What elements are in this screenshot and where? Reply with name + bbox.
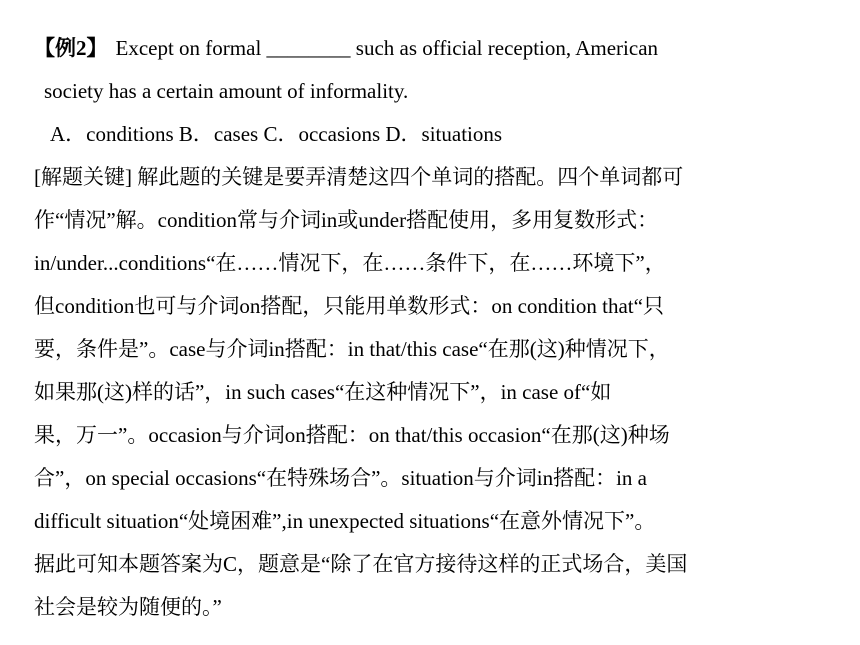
answer-options: A．conditions B．cases C．occasions D．situations (50, 122, 503, 146)
analysis-line-11: 社会是较为随便的。” (34, 595, 222, 619)
analysis-line-6: 如果那(这)样的话”，in such cases“在这种情况下”，in case of“如 (34, 380, 612, 404)
analysis-intro: 解此题的关键是要弄清楚这四个单词的搭配。四个单词都可 (132, 165, 684, 189)
analysis-line-7: 果，万一”。occasion与介词on搭配：on that/this occasion“在那(这)种场 (34, 423, 670, 447)
analysis-line-5: 要，条件是”。case与介词in搭配：in that/this case“在那(这)种情况下， (34, 337, 670, 361)
analysis-line-9: difficult situation“处境困难”,in unexpected situations“在意外情况下”。 (34, 509, 656, 533)
analysis-line-1 (34, 162, 683, 192)
question-stem-line-2: society has a certain amount of informality. (44, 79, 409, 103)
question-stem-text-1: Except on formal ________ such as official reception, American (115, 36, 659, 60)
analysis-line-10: 据此可知本题答案为C，题意是“除了在官方接待这样的正式场合，美国 (34, 552, 688, 576)
analysis-line-2: 作“情况”解。condition常与介词in或under搭配使用，多用复数形式： (34, 208, 659, 232)
analysis-tag: [解题关键] (34, 165, 132, 189)
analysis-line-3: in/under...conditions“在……情况下，在……条件下，在……环境下”， (34, 251, 666, 275)
question-stem-line-1 (34, 33, 658, 63)
analysis-line-4: 但condition也可与介词on搭配，只能用单数形式：on condition that“只 (34, 294, 664, 318)
example-tag: 【例2】 (34, 36, 108, 60)
analysis-line-8: 合”，on special occasions“在特殊场合”。situation与介词in搭配：in a (34, 466, 647, 490)
